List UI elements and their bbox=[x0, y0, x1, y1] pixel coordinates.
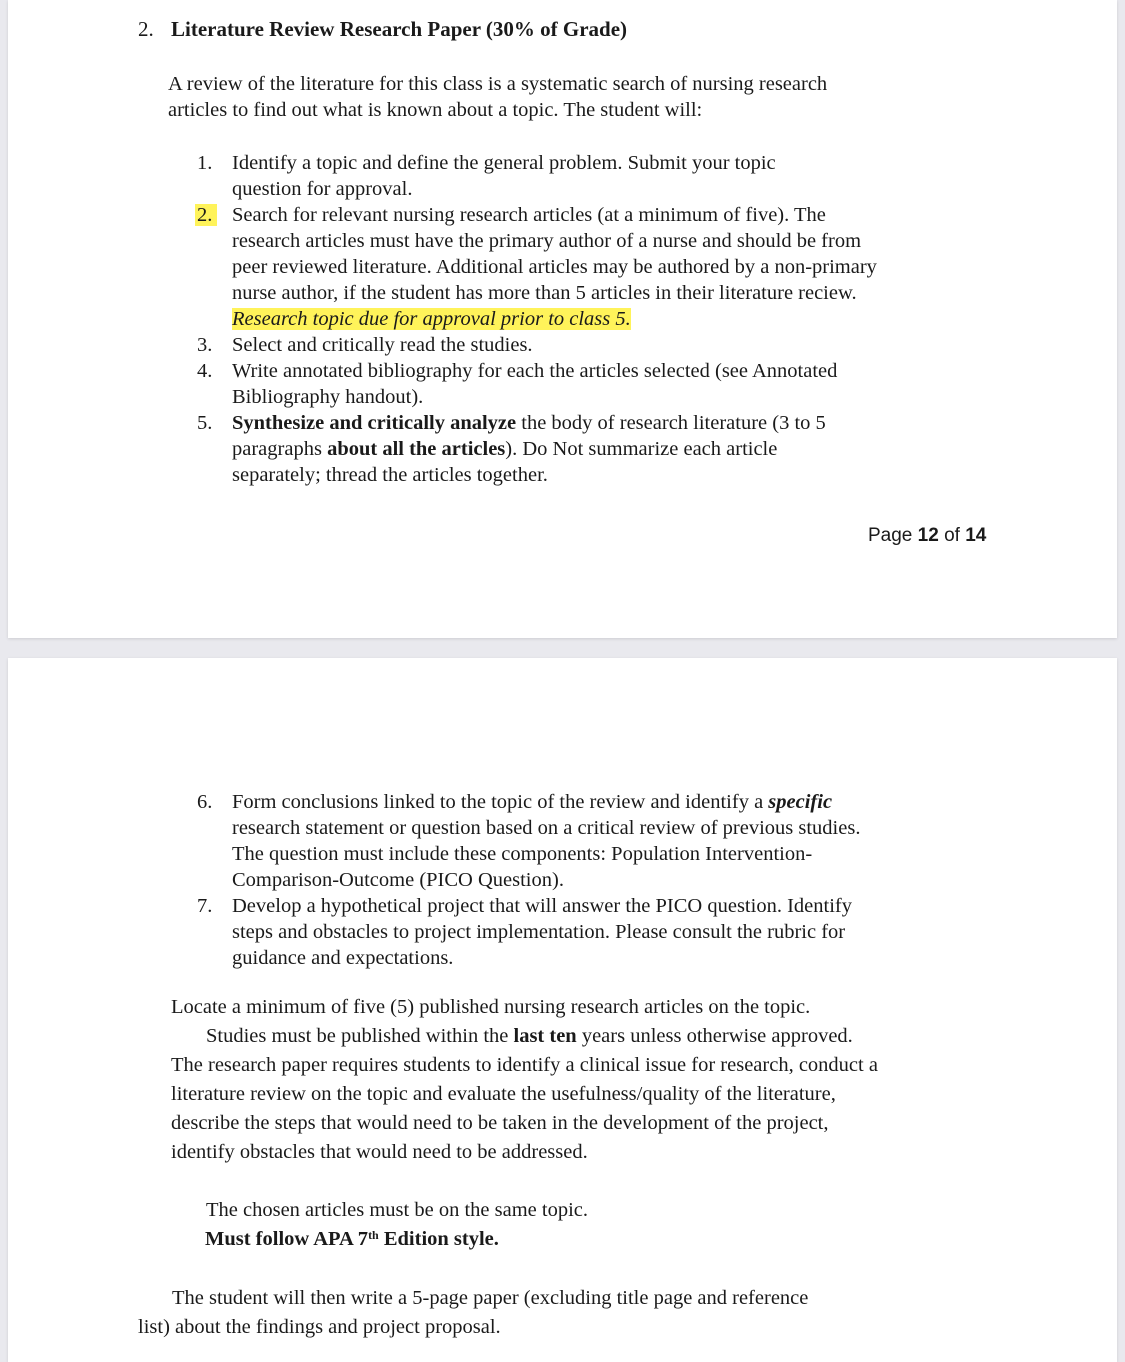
list-item bbox=[168, 410, 888, 488]
apa-text: Must follow APA 7 bbox=[205, 1228, 369, 1250]
final-paragraph bbox=[138, 1284, 898, 1342]
page-number bbox=[868, 525, 986, 547]
list-item bbox=[168, 150, 888, 202]
studies-text: years unless otherwise approved. The research paper requires students to identify a clinical issue for research, conduct a literature review on the topic and evaluate the usefulness/quality of the literature, describe the steps that would need to be taken in the development of the project, identify obstacles that would need to be addressed. bbox=[171, 1025, 878, 1163]
item-number: 6. bbox=[197, 791, 213, 813]
studies-text: Studies must be published within the bbox=[206, 1025, 509, 1047]
section-number: 2. bbox=[138, 17, 154, 41]
item-text: ). Do Not summarize each article separately; thread the articles together. bbox=[232, 438, 778, 486]
document-page-12 bbox=[8, 0, 1117, 638]
final-line-2: list) about the findings and project proposal. bbox=[138, 1316, 501, 1338]
list-item bbox=[168, 893, 888, 971]
document-page-13 bbox=[8, 658, 1117, 1362]
item-number-highlighted: 2. bbox=[197, 202, 217, 228]
item-number: 1. bbox=[197, 152, 213, 174]
item-text: Develop a hypothetical project that will answer the PICO question. Identify steps and obstacles to project implementation. Please consult the rubric for guidance and expectations. bbox=[232, 895, 852, 969]
apa-style-line bbox=[205, 1225, 499, 1254]
requirements-list-continued bbox=[168, 789, 888, 971]
intro-line-1: A review of the literature for this class is a systematic search of nursing research bbox=[168, 73, 828, 95]
page-label: Page bbox=[868, 525, 913, 546]
highlighted-deadline: Research topic due for approval prior to class 5. bbox=[232, 308, 631, 330]
item-number: 7. bbox=[197, 895, 213, 917]
item-bold-text: about all the articles bbox=[327, 438, 506, 460]
apa-superscript: th bbox=[368, 1228, 379, 1242]
item-text: Identify a topic and define the general problem. Submit your topic question for approval. bbox=[232, 152, 776, 200]
item-text: research statement or question based on a critical review of previous studies. The question must include these components: Population Intervention-Comparison-Outcome (PICO Question). bbox=[232, 817, 861, 891]
studies-paragraph bbox=[171, 1022, 881, 1167]
intro-paragraph bbox=[168, 71, 928, 123]
final-line-1: The student will then write a 5-page paper (excluding title page and reference bbox=[172, 1287, 809, 1309]
page-total: 14 bbox=[965, 525, 987, 546]
list-item bbox=[168, 789, 888, 893]
page-current: 12 bbox=[917, 525, 939, 546]
list-item bbox=[168, 358, 888, 410]
requirements-list bbox=[168, 150, 888, 488]
locate-line: Locate a minimum of five (5) published nursing research articles on the topic. bbox=[171, 996, 811, 1018]
intro-line-2: articles to find out what is known about a topic. The student will: bbox=[168, 99, 703, 121]
item-text: Write annotated bibliography for each the articles selected (see Annotated Bibliography handout). bbox=[232, 360, 838, 408]
same-topic-line: The chosen articles must be on the same topic. bbox=[206, 1199, 588, 1221]
locate-paragraph bbox=[171, 993, 881, 1167]
item-number: 5. bbox=[197, 412, 213, 434]
item-number: 4. bbox=[197, 360, 213, 382]
studies-bold: last ten bbox=[513, 1025, 577, 1047]
section-title: Literature Review Research Paper (30% of Grade) bbox=[171, 17, 628, 41]
item-bold-text: Synthesize and critically analyze bbox=[232, 412, 517, 434]
item-emphasis: specific bbox=[768, 791, 833, 813]
item-text: Search for relevant nursing research articles (at a minimum of five). The research articles must have the primary author of a nurse and should be from peer reviewed literature. Additional articles may be authored by a non-primary nurse author, if the student has more than 5 articles in their literature reciew. bbox=[232, 204, 877, 304]
page-of: of bbox=[944, 525, 960, 546]
section-heading bbox=[138, 17, 628, 42]
list-item bbox=[168, 202, 888, 332]
item-text: the body of research literature (3 to 5 paragraphs bbox=[232, 412, 826, 460]
item-text: Select and critically read the studies. bbox=[232, 334, 533, 356]
list-item bbox=[168, 332, 888, 358]
item-number: 3. bbox=[197, 334, 213, 356]
item-text: Form conclusions linked to the topic of the review and identify a bbox=[232, 791, 764, 813]
apa-text: Edition style. bbox=[378, 1228, 499, 1250]
